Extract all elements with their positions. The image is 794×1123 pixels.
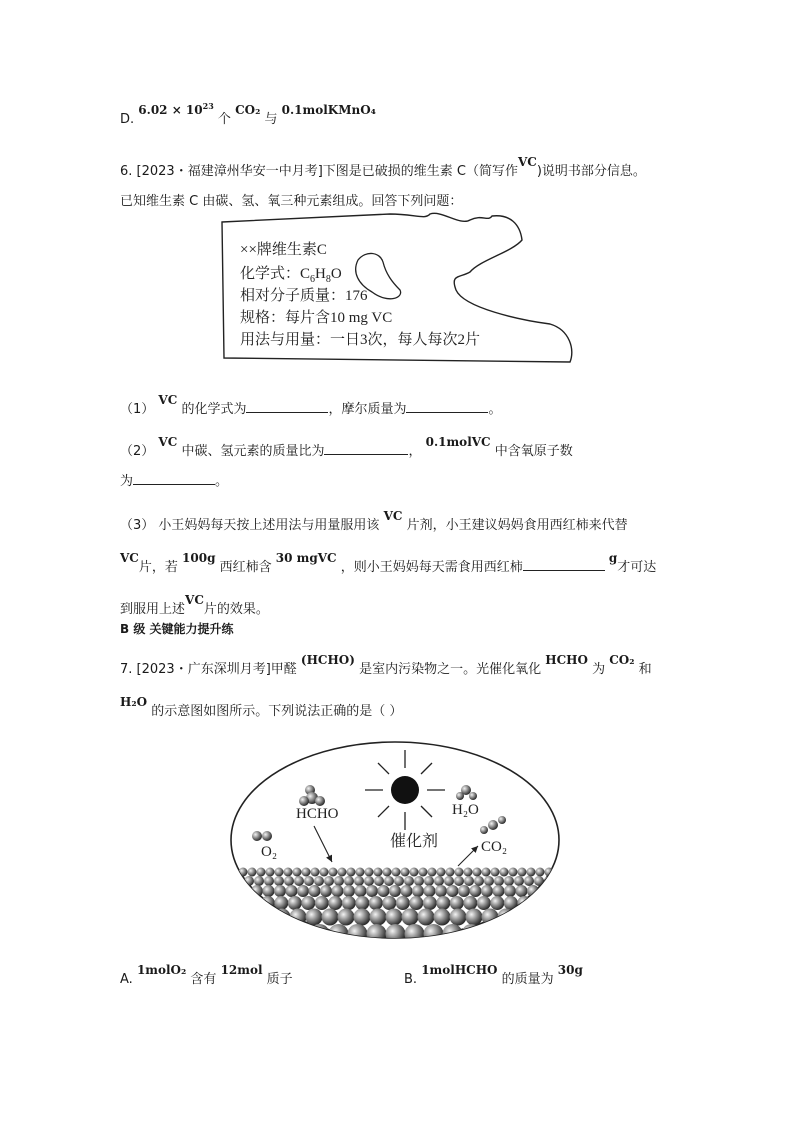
- catalyst-sphere: [446, 868, 455, 877]
- text: 。: [488, 402, 502, 417]
- q6-part3-line1: [120, 509, 628, 533]
- catalyst-sphere: [257, 868, 266, 877]
- catalyst-sphere: [424, 876, 434, 886]
- catalyst-sphere: [258, 909, 275, 926]
- formula-hcho: (HCHO): [300, 653, 355, 667]
- formula-0.1molvc: 0.1molVC: [425, 435, 491, 449]
- catalyst-sphere: [538, 924, 558, 942]
- text: ，摩尔质量为: [328, 402, 407, 417]
- formula-co2: CO₂: [609, 653, 635, 667]
- label-formula: 化学式：$C_6H_8O$: [240, 266, 342, 285]
- catalyst-sphere: [454, 876, 464, 886]
- catalyst-sphere: [301, 896, 315, 910]
- catalyst-sphere: [272, 924, 292, 942]
- q6-part3-line3: [120, 593, 269, 617]
- text: ，则小王妈妈每天需食用西红柿: [340, 560, 523, 575]
- label-line1: ××牌维生素C: [240, 242, 327, 258]
- text: 到服用上述: [120, 602, 186, 617]
- catalyst-sphere: [338, 868, 347, 877]
- catalyst-sphere: [470, 885, 482, 897]
- catalyst-sphere: [328, 896, 342, 910]
- catalyst-sphere: [464, 868, 473, 877]
- catalyst-label: 催化剂: [390, 833, 439, 850]
- catalyst-sphere: [251, 885, 263, 897]
- unit-g: g: [608, 551, 618, 565]
- catalyst-sphere: [382, 896, 396, 910]
- catalyst-sphere: [434, 876, 444, 886]
- photocatalysis-diagram: [228, 738, 562, 942]
- text: 。: [215, 474, 229, 489]
- catalyst-sphere: [455, 868, 464, 877]
- catalyst-sphere: [275, 868, 284, 877]
- catalyst-sphere: [409, 896, 423, 910]
- catalyst-sphere: [309, 885, 321, 897]
- co2-label: CO₂: [481, 839, 508, 855]
- text: 的质量为: [501, 972, 554, 987]
- label-molar-mass: 相对分子质量：176: [240, 288, 368, 304]
- hcho-label: HCHO: [296, 806, 339, 822]
- q6-line2: 已知维生素 C 由碳、氢、氧三种元素组成。回答下列问题：: [120, 194, 463, 209]
- catalyst-sphere: [322, 909, 339, 926]
- catalyst-sphere: [274, 885, 286, 897]
- catalyst-sphere: [253, 924, 273, 942]
- catalyst-sphere: [383, 868, 392, 877]
- answer-blank[interactable]: [523, 558, 605, 571]
- catalyst-sphere: [539, 885, 551, 897]
- catalyst-sphere: [394, 876, 404, 886]
- catalyst-sphere: [248, 868, 257, 877]
- catalyst-sphere: [334, 876, 344, 886]
- catalyst-sphere: [384, 876, 394, 886]
- catalyst-sphere: [435, 885, 447, 897]
- catalyst-sphere: [419, 868, 428, 877]
- catalyst-sphere: [297, 885, 309, 897]
- catalyst-sphere: [355, 896, 369, 910]
- catalyst-sphere: [266, 868, 275, 877]
- text: 片的效果。: [203, 602, 269, 617]
- text: 与: [264, 112, 278, 127]
- catalyst-sphere: [332, 885, 344, 897]
- text: 的示意图如图所示。下列说法正确的是（ ）: [151, 704, 403, 719]
- text: 小王妈妈每天按上述用法与用量服用该: [158, 518, 380, 533]
- answer-blank[interactable]: [246, 400, 328, 413]
- option-label: D.: [120, 112, 135, 127]
- formula-vc: VC: [517, 155, 537, 169]
- catalyst-sphere: [530, 909, 547, 926]
- catalyst-sphere: [293, 868, 302, 877]
- catalyst-sphere: [396, 896, 410, 910]
- catalyst-sphere: [434, 909, 451, 926]
- catalyst-sphere: [284, 876, 294, 886]
- catalyst-sphere: [343, 885, 355, 897]
- text: 为: [592, 662, 606, 677]
- catalyst-sphere: [378, 885, 390, 897]
- catalyst-sphere: [514, 876, 524, 886]
- catalyst-sphere: [392, 868, 401, 877]
- catalyst-sphere: [490, 896, 504, 910]
- catalyst-sphere: [418, 909, 435, 926]
- catalyst-sphere: [544, 876, 554, 886]
- catalyst-sphere: [504, 896, 518, 910]
- q6-part3-line2: [120, 551, 657, 575]
- catalyst-sphere: [534, 876, 544, 886]
- q6-part1: [120, 393, 502, 417]
- formula-1molo2: 1molO₂: [136, 963, 187, 977]
- option-label: B.: [404, 972, 418, 987]
- catalyst-sphere: [436, 896, 450, 910]
- catalyst-sphere: [234, 896, 248, 910]
- catalyst-sphere: [274, 876, 284, 886]
- label-usage: 用法与用量：一日3次，每人每次2片: [240, 332, 481, 348]
- catalyst-sphere: [473, 868, 482, 877]
- catalyst-sphere: [338, 909, 355, 926]
- text: 中碳、氢元素的质量比为: [181, 444, 325, 459]
- text: 中含氧原子数: [494, 444, 573, 459]
- text: 片剂，小王建议妈妈食用西红柿来代替: [406, 518, 628, 533]
- text: 和: [638, 662, 652, 677]
- catalyst-sphere: [527, 868, 536, 877]
- catalyst-sphere: [320, 868, 329, 877]
- formula-vc: VC: [158, 435, 178, 449]
- catalyst-sphere: [344, 876, 354, 886]
- catalyst-sphere: [509, 868, 518, 877]
- catalyst-sphere: [458, 885, 470, 897]
- catalyst-sphere: [423, 896, 437, 910]
- formula-12mol: 12mol: [220, 963, 263, 977]
- formula-vc: VC: [120, 551, 139, 565]
- catalyst-sphere: [291, 924, 311, 942]
- catalyst-sphere: [329, 868, 338, 877]
- catalyst-sphere: [518, 868, 527, 877]
- formula-co2: CO₂: [235, 103, 261, 117]
- option-b: [404, 963, 583, 987]
- catalyst-sphere: [389, 885, 401, 897]
- catalyst-sphere: [481, 885, 493, 897]
- catalyst-sphere: [386, 909, 403, 926]
- catalyst-sphere: [464, 876, 474, 886]
- catalyst-sphere: [504, 876, 514, 886]
- catalyst-sphere: [517, 896, 531, 910]
- h2o-label: H₂O: [452, 802, 479, 818]
- q7-line1: [120, 653, 652, 677]
- catalyst-sphere: [264, 876, 274, 886]
- catalyst-sphere: [347, 868, 356, 877]
- catalyst-sphere: [356, 868, 365, 877]
- section-heading: B 级 关键能力提升练: [120, 622, 234, 636]
- catalyst-sphere: [514, 909, 531, 926]
- catalyst-sphere: [491, 868, 500, 877]
- o2-label: O₂: [261, 844, 278, 860]
- catalyst-sphere: [412, 885, 424, 897]
- catalyst-sphere: [428, 868, 437, 877]
- catalyst-sphere: [498, 909, 515, 926]
- catalyst-sphere: [463, 896, 477, 910]
- catalyst-sphere: [240, 885, 252, 897]
- catalyst-sphere: [444, 876, 454, 886]
- formula-30g: 30g: [557, 963, 583, 977]
- catalyst-sphere: [306, 909, 323, 926]
- formula-30mgvc: 30 mgVC: [275, 551, 337, 565]
- catalyst-sphere: [263, 885, 275, 897]
- formula-vc: VC: [383, 509, 403, 523]
- catalyst-sphere: [311, 868, 320, 877]
- text: 为: [120, 474, 134, 489]
- catalyst-sphere: [414, 876, 424, 886]
- catalyst-sphere: [447, 885, 459, 897]
- text: 西红柿含: [219, 560, 272, 575]
- vitamin-c-label-figure: [220, 212, 580, 370]
- catalyst-sphere: [524, 876, 534, 886]
- catalyst-sphere: [354, 909, 371, 926]
- catalyst-sphere: [531, 896, 545, 910]
- catalyst-sphere: [284, 868, 293, 877]
- catalyst-sphere: [516, 885, 528, 897]
- catalyst-sphere: [410, 868, 419, 877]
- catalyst-sphere: [324, 876, 334, 886]
- q6-part2-cont: [120, 470, 228, 489]
- catalyst-sphere: [320, 885, 332, 897]
- catalyst-sphere: [474, 876, 484, 886]
- catalyst-sphere: [482, 868, 491, 877]
- catalyst-sphere: [477, 896, 491, 910]
- catalyst-sphere: [369, 896, 383, 910]
- q7-line2: [120, 695, 403, 719]
- catalyst-sphere: [342, 896, 356, 910]
- text: 个: [217, 112, 231, 127]
- catalyst-sphere: [550, 885, 562, 897]
- catalyst-sphere: [450, 896, 464, 910]
- catalyst-sphere: [370, 909, 387, 926]
- part-number: （3）: [120, 518, 155, 533]
- answer-blank[interactable]: [406, 400, 488, 413]
- label-spec: 规格：每片含10 mg VC: [240, 310, 393, 326]
- catalyst-sphere: [401, 885, 413, 897]
- option-a: [120, 963, 293, 987]
- catalyst-sphere: [355, 885, 367, 897]
- catalyst-sphere: [466, 909, 483, 926]
- catalyst-sphere: [354, 876, 364, 886]
- catalyst-sphere: [254, 876, 264, 886]
- catalyst-sphere: [364, 876, 374, 886]
- text: 的化学式为: [181, 402, 247, 417]
- catalyst-sphere: [527, 885, 539, 897]
- catalyst-sphere: [314, 876, 324, 886]
- catalyst-sphere: [302, 868, 311, 877]
- catalyst-sphere: [402, 909, 419, 926]
- formula-100g: 100g: [182, 551, 216, 565]
- formula-vc: VC: [158, 393, 178, 407]
- catalyst-sphere: [234, 924, 254, 942]
- formula-vc: VC: [185, 593, 204, 607]
- catalyst-sphere: [247, 896, 261, 910]
- text: 是室内污染物之一。光催化氧化: [359, 662, 542, 677]
- catalyst-surface: [228, 868, 562, 943]
- catalyst-sphere: [366, 885, 378, 897]
- catalyst-sphere: [493, 885, 505, 897]
- catalyst-sphere: [504, 885, 516, 897]
- catalyst-sphere: [544, 896, 558, 910]
- catalyst-sphere: [536, 868, 545, 877]
- text: 6. [2023・福建漳州华安一中月考]下图是已破损的维生素 C（简写作: [120, 164, 518, 179]
- formula-hcho: HCHO: [545, 653, 588, 667]
- catalyst-sphere: [546, 909, 563, 926]
- text: 7. [2023・广东深圳月考]甲醛: [120, 662, 297, 677]
- text: 含有: [190, 972, 217, 987]
- catalyst-sphere: [228, 909, 243, 926]
- part-number: （2）: [120, 444, 155, 459]
- text: 片，若: [138, 560, 178, 575]
- catalyst-sphere: [500, 924, 520, 942]
- text: 才可达: [617, 560, 657, 575]
- part-number: （1）: [120, 402, 155, 417]
- text: 质子: [266, 972, 293, 987]
- catalyst-sphere: [484, 876, 494, 886]
- catalyst-sphere: [519, 924, 539, 942]
- formula-h2o: H₂O: [120, 695, 148, 709]
- catalyst-sphere: [315, 896, 329, 910]
- catalyst-sphere: [374, 868, 383, 877]
- catalyst-sphere: [494, 876, 504, 886]
- catalyst-sphere: [304, 876, 314, 886]
- catalyst-sphere: [424, 885, 436, 897]
- text: ，: [408, 444, 422, 459]
- catalyst-sphere: [294, 876, 304, 886]
- answer-blank[interactable]: [324, 442, 408, 455]
- catalyst-sphere: [228, 885, 240, 897]
- catalyst-sphere: [288, 896, 302, 910]
- q6-part2: [120, 435, 573, 459]
- catalyst-sphere: [500, 868, 509, 877]
- catalyst-sphere: [374, 876, 384, 886]
- q6-line1: [120, 155, 646, 179]
- catalyst-sphere: [365, 868, 374, 877]
- catalyst-sphere: [437, 868, 446, 877]
- catalyst-sphere: [242, 909, 259, 926]
- catalyst-sphere: [401, 868, 410, 877]
- catalyst-sphere: [481, 924, 501, 942]
- catalyst-sphere: [450, 909, 467, 926]
- formula-1molhcho: 1molHCHO: [421, 963, 498, 977]
- text: )说明书部分信息。: [536, 164, 646, 179]
- catalyst-sphere: [234, 876, 244, 886]
- answer-blank[interactable]: [133, 472, 215, 485]
- formula-avogadro: $6.02 \times 10^{23}$: [138, 101, 214, 117]
- catalyst-sphere: [404, 876, 414, 886]
- catalyst-sphere: [286, 885, 298, 897]
- option-label: A.: [120, 972, 133, 987]
- formula-kmno4: 0.1molKMnO₄: [281, 103, 376, 117]
- option-d: [120, 101, 376, 127]
- catalyst-sphere: [230, 868, 239, 877]
